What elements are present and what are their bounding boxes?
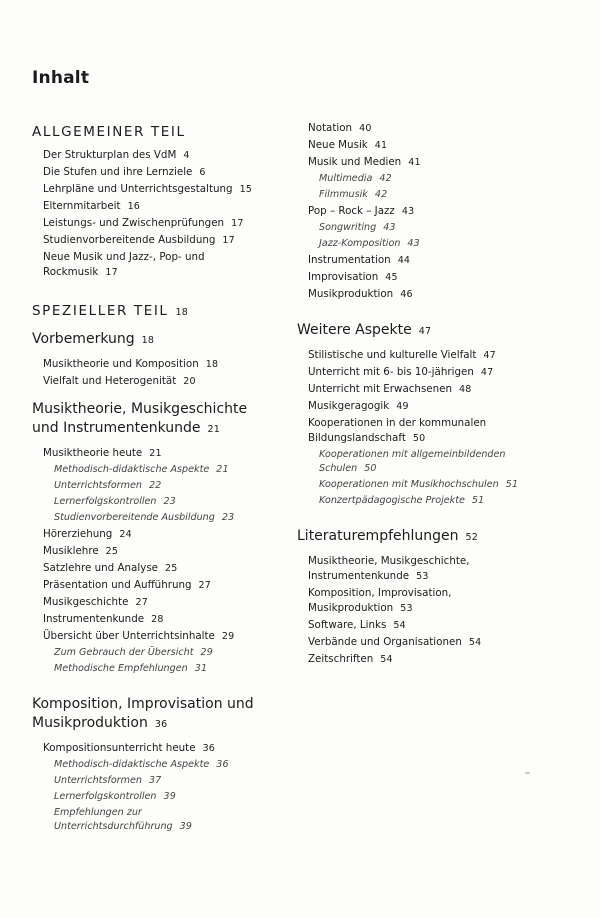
toc-entry[interactable]: Software, Links 54 (308, 619, 406, 631)
toc-right-column (297, 120, 577, 668)
toc-subentry[interactable]: Unterrichtsformen 37 (54, 775, 162, 786)
toc-entry[interactable]: Unterricht mit Erwachsenen 48 (308, 383, 472, 395)
toc-subentry[interactable]: Methodisch-didaktische Aspekte 21 (54, 464, 229, 475)
toc-entry[interactable]: Elternmitarbeit 16 (43, 200, 141, 212)
toc-entry[interactable]: Musik und Medien 41 (308, 156, 421, 168)
toc-entry[interactable]: Musiktheorie heute 21 (43, 447, 162, 459)
toc-entry[interactable]: Kompositionsunterricht heute 36 (43, 742, 216, 754)
toc-entry[interactable]: Musikgeschichte 27 (43, 596, 148, 608)
toc-entry[interactable]: Unterricht mit 6- bis 10-jährigen 47 (308, 366, 494, 378)
toc-subentry[interactable]: Methodische Empfehlungen 31 (54, 663, 208, 674)
part-heading-allgemein: ALLGEMEINER TEIL (32, 124, 186, 140)
toc-entry[interactable]: Studienvorbereitende Ausbildung 17 (43, 234, 235, 246)
toc-entry[interactable]: Hörerziehung 24 (43, 528, 132, 540)
toc-entry[interactable]: Kooperationen in der kommunalen Bildungslandschaft 50 (308, 417, 487, 444)
toc-subentry[interactable]: Studienvorbereitende Ausbildung 23 (54, 512, 235, 523)
toc-entry[interactable]: Neue Musik 41 (308, 139, 388, 151)
toc-subentry[interactable]: Unterrichtsformen 22 (54, 480, 162, 491)
toc-subentry[interactable]: Kooperationen mit Musikhochschulen 51 (319, 479, 519, 490)
section-heading-musiktheorie[interactable]: Musiktheorie, Musikgeschichte und Instrumentenkunde 21 (32, 401, 248, 436)
toc-entry[interactable]: Übersicht über Unterrichtsinhalte 29 (43, 630, 235, 642)
toc-entry[interactable]: Instrumentation 44 (308, 254, 411, 266)
toc-subentry[interactable]: Konzertpädagogische Projekte 51 (319, 495, 485, 506)
section-heading-komposition[interactable]: Komposition, Improvisation und Musikproduktion 36 (32, 696, 254, 731)
toc-entry[interactable]: Verbände und Organisationen 54 (308, 636, 482, 648)
toc-entry[interactable]: Musikproduktion 46 (308, 288, 413, 300)
toc-entry[interactable]: Präsentation und Aufführung 27 (43, 579, 212, 591)
toc-entry[interactable]: Pop – Rock – Jazz 43 (308, 205, 415, 217)
toc-subentry[interactable]: Jazz-Komposition 43 (319, 238, 420, 249)
toc-entry[interactable]: Stilistische und kulturelle Vielfalt 47 (308, 349, 496, 361)
toc-subentry[interactable]: Kooperationen mit allgemeinbildenden Schulen 50 (319, 449, 506, 474)
toc-subentry[interactable]: Empfehlungen zur Unterrichtsdurchführung 39 (54, 807, 193, 832)
toc-entry[interactable]: Musiklehre 25 (43, 545, 119, 557)
toc-entry[interactable]: Lehrpläne und Unterrichtsgestaltung 15 (43, 183, 253, 195)
section-heading-vorbemerkung[interactable]: Vorbemerkung 18 (32, 331, 155, 347)
toc-entry[interactable]: Satzlehre und Analyse 25 (43, 562, 178, 574)
toc-entry[interactable]: Zeitschriften 54 (308, 653, 393, 665)
toc-entry[interactable]: Der Strukturplan des VdM 4 (43, 149, 190, 161)
toc-entry[interactable]: Leistungs- und Zwischenprüfungen 17 (43, 217, 244, 229)
toc-subentry[interactable]: Lernerfolgskontrollen 39 (54, 791, 177, 802)
toc-entry[interactable]: Musiktheorie, Musikgeschichte, Instrumentenkunde 53 (308, 555, 470, 582)
section-heading-weitere[interactable]: Weitere Aspekte 47 (297, 322, 432, 338)
paper-speck (525, 772, 530, 774)
toc-entry[interactable]: Musikgeragogik 49 (308, 400, 409, 412)
toc-entry[interactable]: Notation 40 (308, 122, 372, 134)
toc-subentry[interactable]: Methodisch-didaktische Aspekte 36 (54, 759, 229, 770)
toc-subentry[interactable]: Zum Gebrauch der Übersicht 29 (54, 647, 214, 658)
toc-entry[interactable]: Vielfalt und Heterogenität 20 (43, 375, 196, 387)
page-title: Inhalt (32, 68, 90, 88)
toc-entry[interactable]: Komposition, Improvisation, Musikproduktion 53 (308, 587, 452, 614)
toc-subentry[interactable]: Filmmusik 42 (319, 189, 388, 200)
toc-entry[interactable]: Instrumentenkunde 28 (43, 613, 164, 625)
toc-subentry[interactable]: Songwriting 43 (319, 222, 396, 233)
part-heading-speziell: SPEZIELLER TEIL 18 (32, 303, 189, 319)
toc-subentry[interactable]: Multimedia 42 (319, 173, 392, 184)
toc-entry[interactable]: Musiktheorie und Komposition 18 (43, 358, 219, 370)
toc-entry[interactable]: Die Stufen und ihre Lernziele 6 (43, 166, 206, 178)
toc-subentry[interactable]: Lernerfolgskontrollen 23 (54, 496, 177, 507)
section-heading-literatur[interactable]: Literaturempfehlungen 52 (297, 528, 478, 544)
toc-entry[interactable]: Improvisation 45 (308, 271, 398, 283)
toc-entry[interactable]: Neue Musik und Jazz-, Pop- und Rockmusik 17 (43, 251, 205, 278)
toc-left-column (32, 120, 280, 835)
